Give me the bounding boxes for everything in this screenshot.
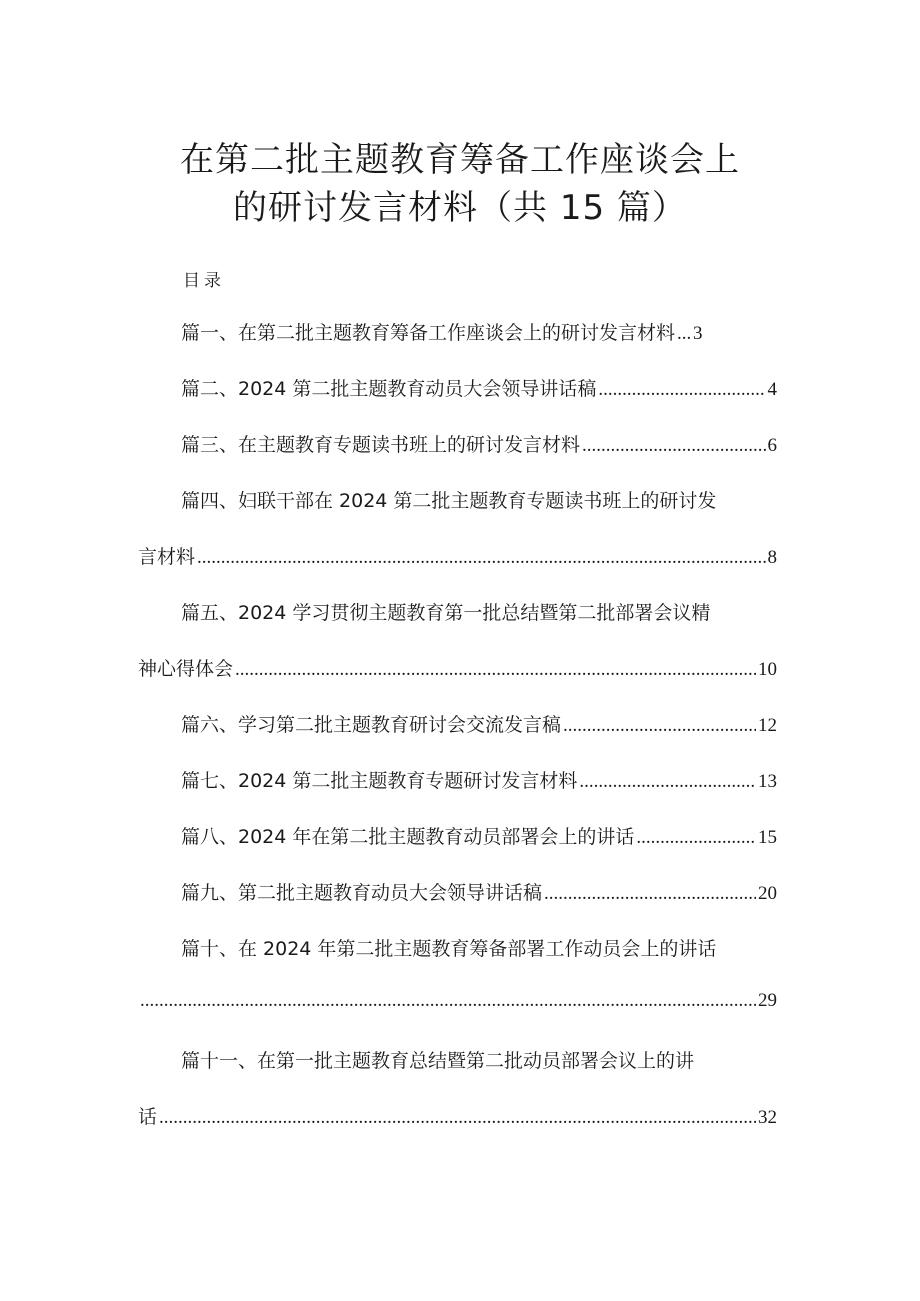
toc-leader <box>140 990 756 1012</box>
toc-entry-page: 15 <box>758 827 777 848</box>
toc-leader <box>579 771 756 793</box>
toc-entry-10-line-2[interactable] <box>138 990 777 1018</box>
toc-entry-page: 10 <box>758 659 777 680</box>
toc-heading: 目录 <box>183 271 225 291</box>
toc-leader <box>159 1107 756 1129</box>
toc-entry-11-line-2[interactable] <box>138 1102 777 1130</box>
toc-leader <box>544 883 756 905</box>
toc-leader <box>636 827 756 849</box>
toc-entry-text: 篇四、妇联干部在 2024 第二批主题教育专题读书班上的研讨发 <box>181 490 717 512</box>
toc-entry-text: 篇一、在第二批主题教育筹备工作座谈会上的研讨发言材料 <box>181 322 676 344</box>
toc-entry-text: 篇十一、在第一批主题教育总结暨第二批动员部署会议上的讲 <box>181 1050 695 1072</box>
toc-leader <box>235 659 756 681</box>
toc-entry-text: 篇六、学习第二批主题教育研讨会交流发言稿 <box>181 714 562 736</box>
toc-entry-7[interactable] <box>181 766 777 794</box>
toc-entry-9[interactable] <box>181 878 777 906</box>
toc-entry-4-line-1[interactable] <box>181 486 820 514</box>
toc-entry-text: 神心得体会 <box>138 658 234 680</box>
toc-leader <box>563 715 756 737</box>
toc-leader <box>598 379 765 401</box>
toc-entry-text: 话 <box>138 1106 158 1128</box>
toc-entry-page: 13 <box>758 771 777 792</box>
toc-entry-6[interactable] <box>181 710 777 738</box>
toc-entry-text: 篇十、在 2024 年第二批主题教育筹备部署工作动员会上的讲话 <box>181 938 717 960</box>
toc-entry-4-line-2[interactable] <box>138 542 777 570</box>
document-title-line-1: 在第二批主题教育筹备工作座谈会上 <box>180 140 740 180</box>
toc-entry-page: 4 <box>767 379 777 400</box>
toc-entry-3[interactable] <box>181 430 777 458</box>
toc-entry-page: 20 <box>758 883 777 904</box>
toc-entry-11-line-1[interactable] <box>181 1046 820 1074</box>
toc-leader <box>582 435 765 457</box>
toc-entry-page: 29 <box>758 990 777 1011</box>
toc-entry-5-line-2[interactable] <box>138 654 777 682</box>
toc-entry-1[interactable] <box>181 318 777 346</box>
toc-entry-text: 篇三、在主题教育专题读书班上的研讨发言材料 <box>181 434 581 456</box>
toc-entry-page: 3 <box>693 323 703 344</box>
toc-entry-text: 篇二、2024 第二批主题教育动员大会领导讲话稿 <box>181 378 597 400</box>
toc-entry-text: 篇五、2024 学习贯彻主题教育第一批总结暨第二批部署会议精 <box>181 602 711 624</box>
toc-entry-text: 篇八、2024 年在第二批主题教育动员部署会上的讲话 <box>181 826 635 848</box>
toc-entry-page: 32 <box>758 1107 777 1128</box>
toc-entry-text: 篇九、第二批主题教育动员大会领导讲话稿 <box>181 882 543 904</box>
toc-entry-8[interactable] <box>181 822 777 850</box>
toc-leader <box>197 547 765 569</box>
document-title-line-2: 的研讨发言材料（共 15 篇） <box>233 188 687 228</box>
toc-entry-text: 言材料 <box>138 546 196 568</box>
toc-entry-page: 8 <box>767 547 777 568</box>
toc-entry-5-line-1[interactable] <box>181 598 820 626</box>
toc-entry-text: 篇七、2024 第二批主题教育专题研讨发言材料 <box>181 770 578 792</box>
toc-entry-2[interactable] <box>181 374 777 402</box>
toc-entry-10-line-1[interactable] <box>181 934 820 962</box>
toc-entry-page: 12 <box>758 715 777 736</box>
toc-leader <box>677 323 691 345</box>
toc-entry-page: 6 <box>767 435 777 456</box>
